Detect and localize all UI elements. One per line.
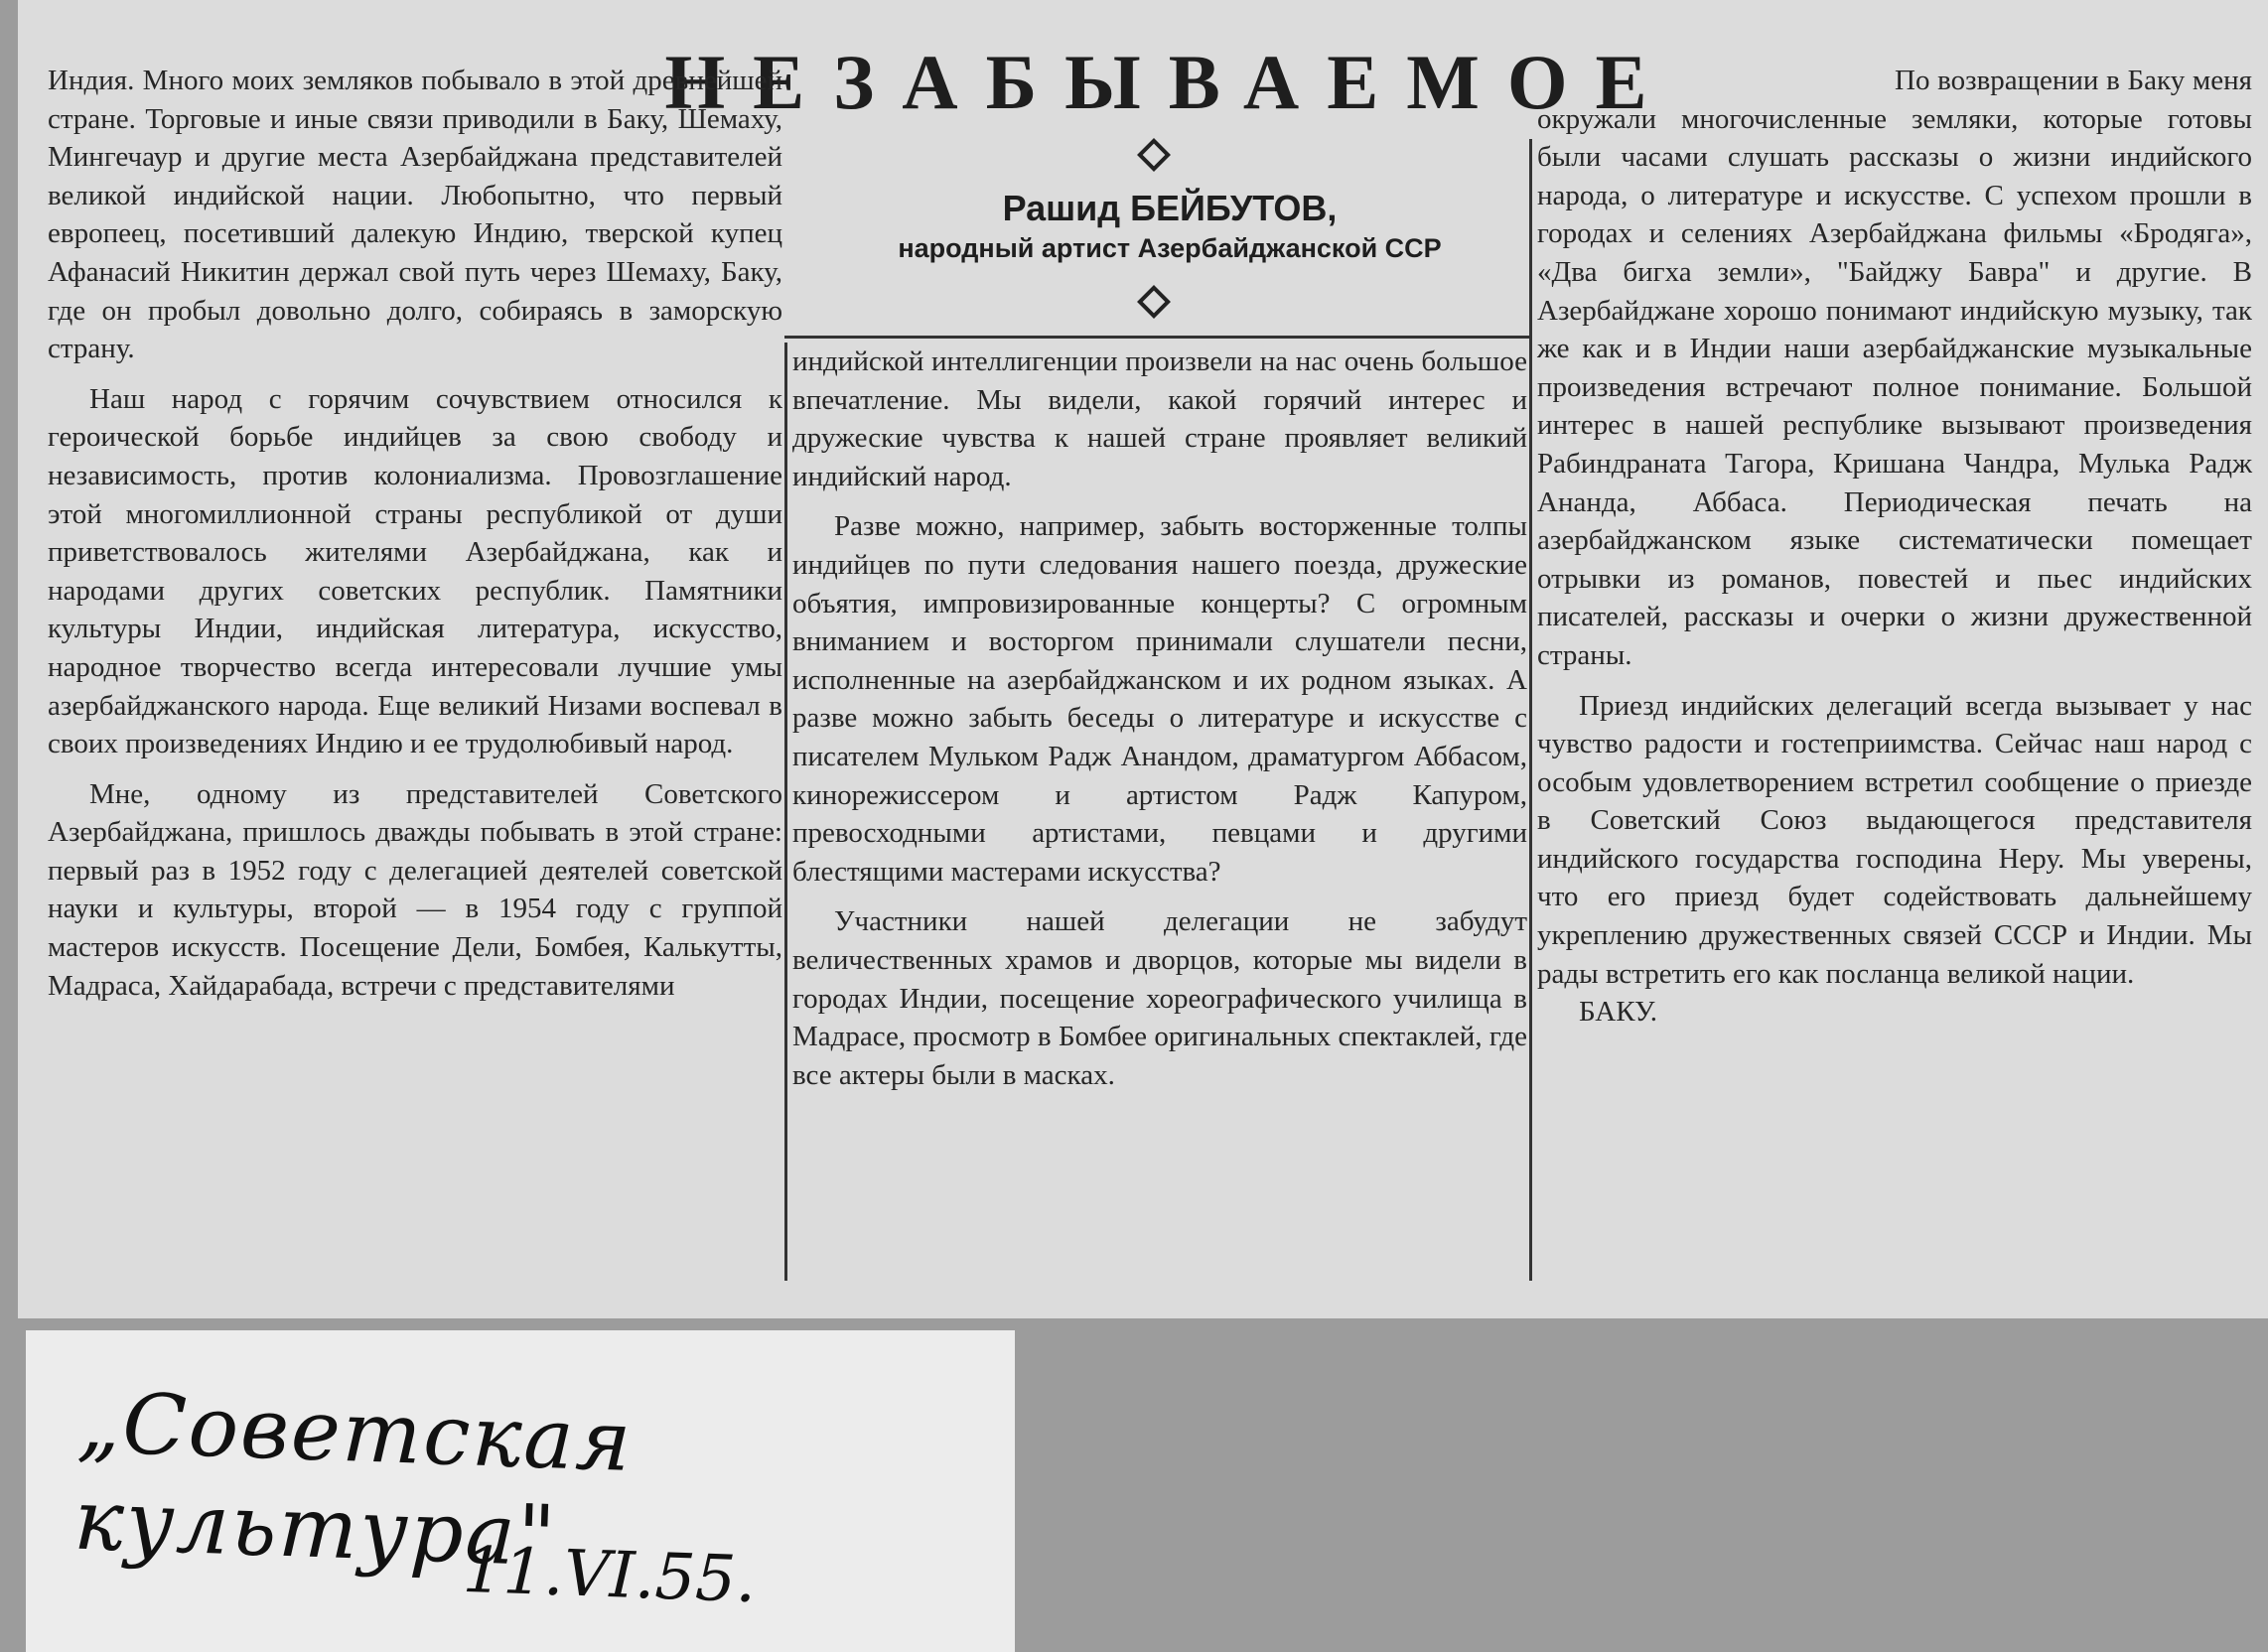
rule-under-byline xyxy=(784,336,1531,339)
column-rule-left xyxy=(784,343,787,1281)
paragraph: Мне, одному из представителей Советского Азербайджана, пришлось дважды побывать в этой стране: первый раз в 1952 году с делегацией деятелей советской науки и культуры, второй — в 1954 году с группой мастеров искусств. Посещение Дели, Бомбея, Калькутты, Мадраса, Хайдарабада, встречи с представителями xyxy=(48,777,782,1002)
paragraph: индийской интеллигенции произвели на нас очень большое впечатление. Мы видели, какой горячий интерес и дружеские чувства к нашей стране проявляет великий индийский народ. xyxy=(792,345,1527,492)
newspaper-clipping xyxy=(18,0,2268,1318)
paragraph: По возвращении в Баку меня окружали многочисленные земляки, которые готовы были часами слушать рассказы о жизни индийского народа, о литературе и искусстве. С успехом прошли в городах и селениях Азербайджана фильмы «Бродяга», «Два бигха земли», "Байджу Бавра" и другие. В Азербайджане хорошо понимают индийскую музыку, так же как и в Индии наши азербайджанские музыкальные произведения встречают полное понимание. Большой интерес в нашей республике вызывают произведения Рабиндраната Тагора, Кришана Чандра, Мулька Радж Ананда, Аббаса. Периодическая печать на азербайджанском языке систематически помещает отрывки из романов, повестей и пьес индийских писателей, рассказы и очерки о жизни дружественной страны. xyxy=(1537,65,2252,671)
ornament-diamond-bottom xyxy=(1137,285,1171,319)
article-headline: НЕЗАБЫВАЕМОЕ xyxy=(664,39,1675,125)
paragraph: Участники нашей делегации не забудут величественных храмов и дворцов, которые мы видели в городах Индии, посещение хореографического училища в Мадрасе, просмотр в Бомбее оригинальных спектаклей, где все актеры были в масках. xyxy=(792,905,1527,1091)
paragraph: Разве можно, например, забыть восторженные толпы индийцев по пути следования нашего поезда, дружеские объятия, импровизированные концерты? С огромным вниманием и восторгом принимали слушатели песни, исполненные на азербайджанском и их родном языках. А разве можно забыть беседы о литературе и искусстве с писателем Мульком Радж Анандом, драматургом Аббасом, кинорежиссером и артистом Радж Капуром, превосходными артистами, певцами и другими блестящими мастерами искусства? xyxy=(792,510,1527,888)
column-middle xyxy=(792,343,1527,1094)
byline xyxy=(792,187,1547,266)
handwritten-source: „Советская культура" xyxy=(71,1373,635,1585)
handwritten-date: 11.VI.55. xyxy=(461,1533,758,1618)
paragraph: Наш народ с горячим сочувствием относился к героической борьбе индийцев за свою свободу и независимость, против колониализма. Провозглашение этой многомиллионной страны республикой от души приветствовалось жителями Азербайджана, как и народами других советских республик. Памятники культуры Индии, индийская литература, искусство, народное творчество всегда интересовали лучшие умы азербайджанского народа. Еще великий Низами воспевал в своих произведениях Индию и ее трудолюбивый народ. xyxy=(48,382,782,760)
dateline: БАКУ. xyxy=(1579,996,1658,1029)
ornament-diamond-top xyxy=(1137,138,1171,172)
author-name: Рашид БЕЙБУТОВ, xyxy=(1002,188,1338,228)
paragraph: Индия. Много моих земляков побывало в этой древнейшей стране. Торговые и иные связи приводили в Баку, Шемаху, Мингечаур и другие места Азербайджана представителей великой индийской нации. Любопытно, что первый европеец, посетивший далекую Индию, тверской купец Афанасий Никитин держал свой путь через Шемаху, Баку, где он пробыл довольно долго, собираясь в заморскую страну. xyxy=(48,65,782,365)
column-right xyxy=(1537,62,2252,1032)
paragraph: Приезд индийских делегаций всегда вызывает у нас чувство радости и гостеприимства. Сейчас наш народ с особым удовлетворением встретил сообщение о приезде в Советский Союз выдающегося представителя индийского государства господина Неру. Мы уверены, что его приезд будет содействовать дальнейшему укреплению дружественных связей СССР и Индии. Мы рады встретить его как посланца великой нации. xyxy=(1537,689,2252,990)
column-rule-right xyxy=(1529,139,1532,1281)
column-left xyxy=(48,62,782,1005)
author-title: народный артист Азербайджанской ССР xyxy=(898,233,1442,263)
handwritten-note xyxy=(26,1330,1015,1652)
